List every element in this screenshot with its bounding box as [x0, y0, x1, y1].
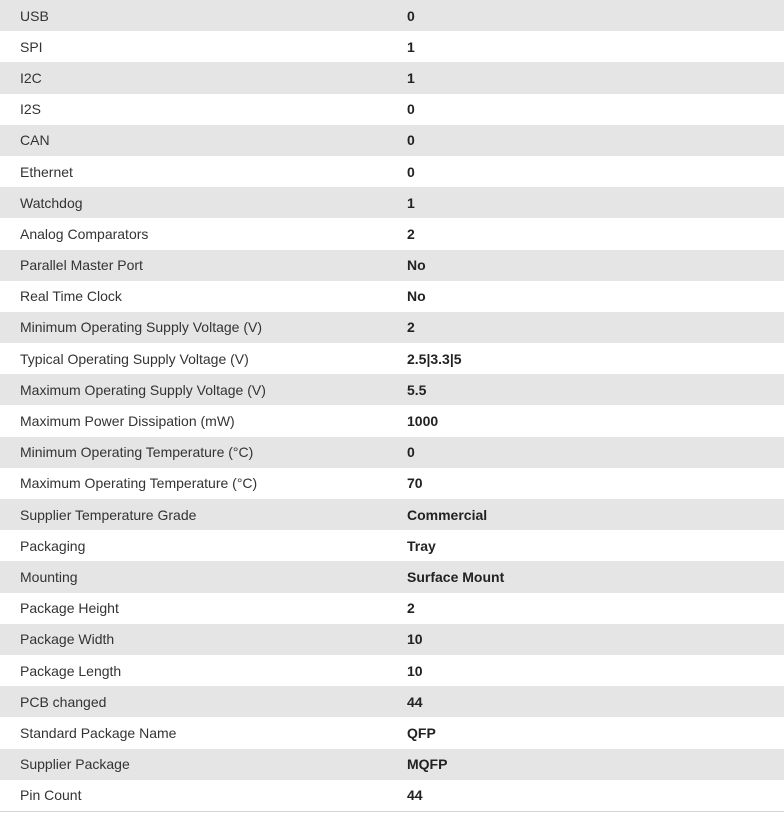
spec-value: Surface Mount	[407, 561, 784, 592]
spec-value: 1	[407, 187, 784, 218]
spec-label: USB	[0, 0, 407, 31]
spec-row-min-supply-voltage	[0, 312, 784, 343]
spec-label: PCB changed	[0, 686, 407, 717]
spec-label: Maximum Operating Temperature (°C)	[0, 468, 407, 499]
spec-row-typical-supply-voltage	[0, 343, 784, 374]
spec-label: I2S	[0, 94, 407, 125]
spec-label: Packaging	[0, 530, 407, 561]
spec-label: CAN	[0, 125, 407, 156]
spec-label: Watchdog	[0, 187, 407, 218]
spec-value: 10	[407, 655, 784, 686]
spec-value: Commercial	[407, 499, 784, 530]
spec-value: 1000	[407, 405, 784, 436]
spec-row-real-time-clock	[0, 281, 784, 312]
spec-value: QFP	[407, 717, 784, 748]
spec-row-pin-count	[0, 780, 784, 812]
spec-label: Minimum Operating Temperature (°C)	[0, 437, 407, 468]
spec-value: MQFP	[407, 749, 784, 780]
spec-row-analog-comparators	[0, 218, 784, 249]
spec-label: Pin Count	[0, 780, 407, 812]
spec-row-ethernet	[0, 156, 784, 187]
spec-value: 2	[407, 312, 784, 343]
spec-row-i2s	[0, 94, 784, 125]
spec-value: 44	[407, 780, 784, 812]
spec-row-supplier-temperature-grade	[0, 499, 784, 530]
spec-row-standard-package-name	[0, 717, 784, 748]
spec-label: SPI	[0, 31, 407, 62]
spec-label: Mounting	[0, 561, 407, 592]
spec-value: 5.5	[407, 374, 784, 405]
spec-value: 1	[407, 62, 784, 93]
spec-row-mounting	[0, 561, 784, 592]
spec-label: Supplier Package	[0, 749, 407, 780]
spec-value: No	[407, 281, 784, 312]
spec-label: Supplier Temperature Grade	[0, 499, 407, 530]
spec-row-packaging	[0, 530, 784, 561]
spec-value: 70	[407, 468, 784, 499]
spec-value: 0	[407, 0, 784, 31]
spec-value: 0	[407, 437, 784, 468]
spec-label: Standard Package Name	[0, 717, 407, 748]
spec-value: 44	[407, 686, 784, 717]
spec-value: Tray	[407, 530, 784, 561]
spec-label: Package Width	[0, 624, 407, 655]
spec-row-package-length	[0, 655, 784, 686]
spec-row-package-height	[0, 593, 784, 624]
spec-row-supplier-package	[0, 749, 784, 780]
spec-row-parallel-master-port	[0, 250, 784, 281]
spec-row-spi	[0, 31, 784, 62]
spec-value: 2.5|3.3|5	[407, 343, 784, 374]
spec-row-watchdog	[0, 187, 784, 218]
spec-label: Maximum Power Dissipation (mW)	[0, 405, 407, 436]
spec-label: Package Length	[0, 655, 407, 686]
spec-value: 0	[407, 156, 784, 187]
spec-label: Ethernet	[0, 156, 407, 187]
spec-label: Parallel Master Port	[0, 250, 407, 281]
spec-row-max-power-dissipation	[0, 405, 784, 436]
spec-value: 0	[407, 125, 784, 156]
spec-row-i2c	[0, 62, 784, 93]
spec-row-package-width	[0, 624, 784, 655]
spec-value: 1	[407, 31, 784, 62]
spec-label: Analog Comparators	[0, 218, 407, 249]
spec-label: Minimum Operating Supply Voltage (V)	[0, 312, 407, 343]
spec-row-can	[0, 125, 784, 156]
spec-value: 0	[407, 94, 784, 125]
spec-label: I2C	[0, 62, 407, 93]
spec-value: 2	[407, 218, 784, 249]
spec-row-pcb-changed	[0, 686, 784, 717]
spec-label: Typical Operating Supply Voltage (V)	[0, 343, 407, 374]
spec-row-usb	[0, 0, 784, 31]
spec-label: Real Time Clock	[0, 281, 407, 312]
spec-value: 10	[407, 624, 784, 655]
spec-value: No	[407, 250, 784, 281]
spec-label: Maximum Operating Supply Voltage (V)	[0, 374, 407, 405]
spec-row-max-operating-temperature	[0, 468, 784, 499]
spec-label: Package Height	[0, 593, 407, 624]
spec-value: 2	[407, 593, 784, 624]
spec-row-min-operating-temperature	[0, 437, 784, 468]
spec-row-max-supply-voltage	[0, 374, 784, 405]
